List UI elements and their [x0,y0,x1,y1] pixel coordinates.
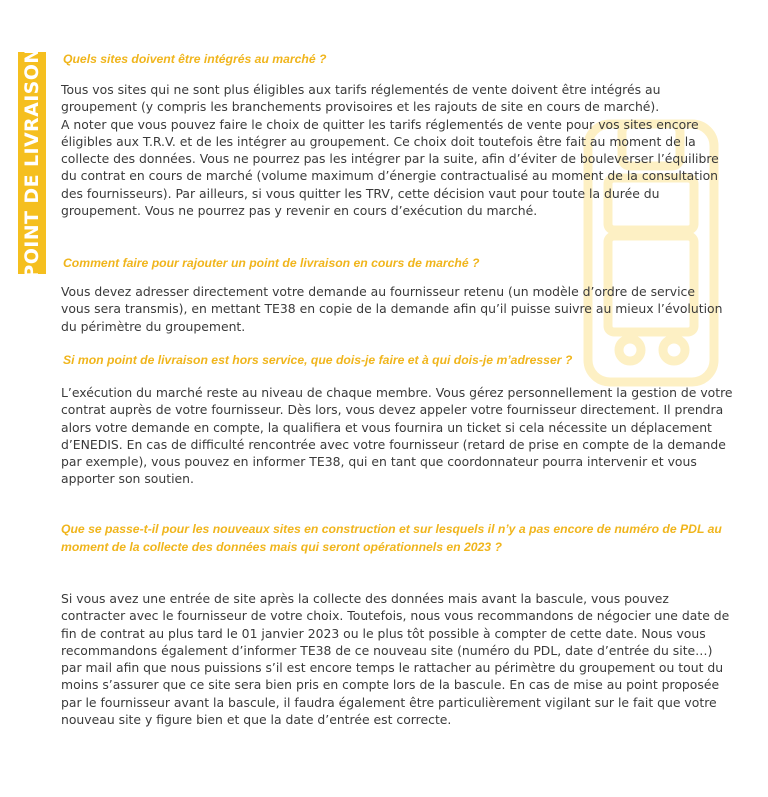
answer-paragraph: Tous vos sites qui ne sont plus éligibles aux tarifs réglementés de vente doivent être intégrés au groupement (y compris les branchements provisoires et les rajouts de site en cours de marché). A noter que vous pouvez faire le choix de quitter les tarifs réglementés de vente pour vos sites encore éligibles aux T.R.V. et de les intégrer au groupement. Ce choix doit toutefois être fait au moment de la collecte des données. Vous ne pourrez pas les intégrer par la suite, afin d’éviter de bouleverser l’équilibre du contrat en cours de marché (volume maximum d’énergie contractualisé au moment de la consultation des fournisseurs). Par ailleurs, si vous quitter les TRV, cette décision vaut pour toute la durée du groupement. Vous ne pourrez pas y revenir en cours d’exécution du marché. [61,82,719,219]
question-heading: Que se passe-t-il pour les nouveaux sites en construction et sur lesquels il n’y a pas encore de numéro de PDL au moment de la collecte des données mais qui seront opérationnels en 2023 ? [61,522,722,554]
question-heading: Quels sites doivent être intégrés au marché ? [63,52,327,66]
answer-paragraph: Si vous avez une entrée de site après la collecte des données mais avant la bascule, vous pouvez contracter avec le fournisseur de votre choix. Toutefois, nous vous recommandons de négocier une date de fin de contrat au plus tard le 01 janvier 2023 ou le plus tôt possible à compter de cette date. Nous vous recommandons également d’informer TE38 de ce nouveau site (numéro du PDL, date d’entrée du site…) par mail afin que nous puissions s’il est encore temps le rattacher au périmètre du groupement ou tout du moins s’assurer que ce site sera bien pris en compte lors de la bascule. En cas de mise au point proposée par le fournisseur avant la bascule, il faudra également être particulièrement vigilant sur le fait que votre nouveau site y figure bien et que la date d’entrée est correcte. [61,591,730,728]
question-heading: Si mon point de livraison est hors service, que dois-je faire et à qui dois-je m’adresser ? [63,353,573,367]
answer-paragraph: Vous devez adresser directement votre demande au fournisseur retenu (un modèle d’ordre de service vous sera transmis), en mettant TE38 en copie de la demande afin qu’il puisse suivre au mieux l’évolution du périmètre du groupement. [61,284,723,334]
question-heading: Comment faire pour rajouter un point de livraison en cours de marché ? [63,256,480,270]
section-side-tab [18,47,46,279]
side-tab-label: POINT DE LIVRAISON [21,47,43,279]
answer-paragraph: L’exécution du marché reste au niveau de chaque membre. Vous gérez personnellement la gestion de votre contrat auprès de votre fournisseur. Dès lors, vous devez appeler votre fournisseur directement. Il prendra alors votre demande en compte, la qualifiera et vous fournira un ticket si cela nécessite un déplacement d’ENEDIS. En cas de difficulté rencontrée avec votre fournisseur (retard de prise en compte de la demande par exemple), vous pouvez en informer TE38, qui en tant que coordonnateur pourra intervenir et vous apporter son soutien. [61,385,733,487]
